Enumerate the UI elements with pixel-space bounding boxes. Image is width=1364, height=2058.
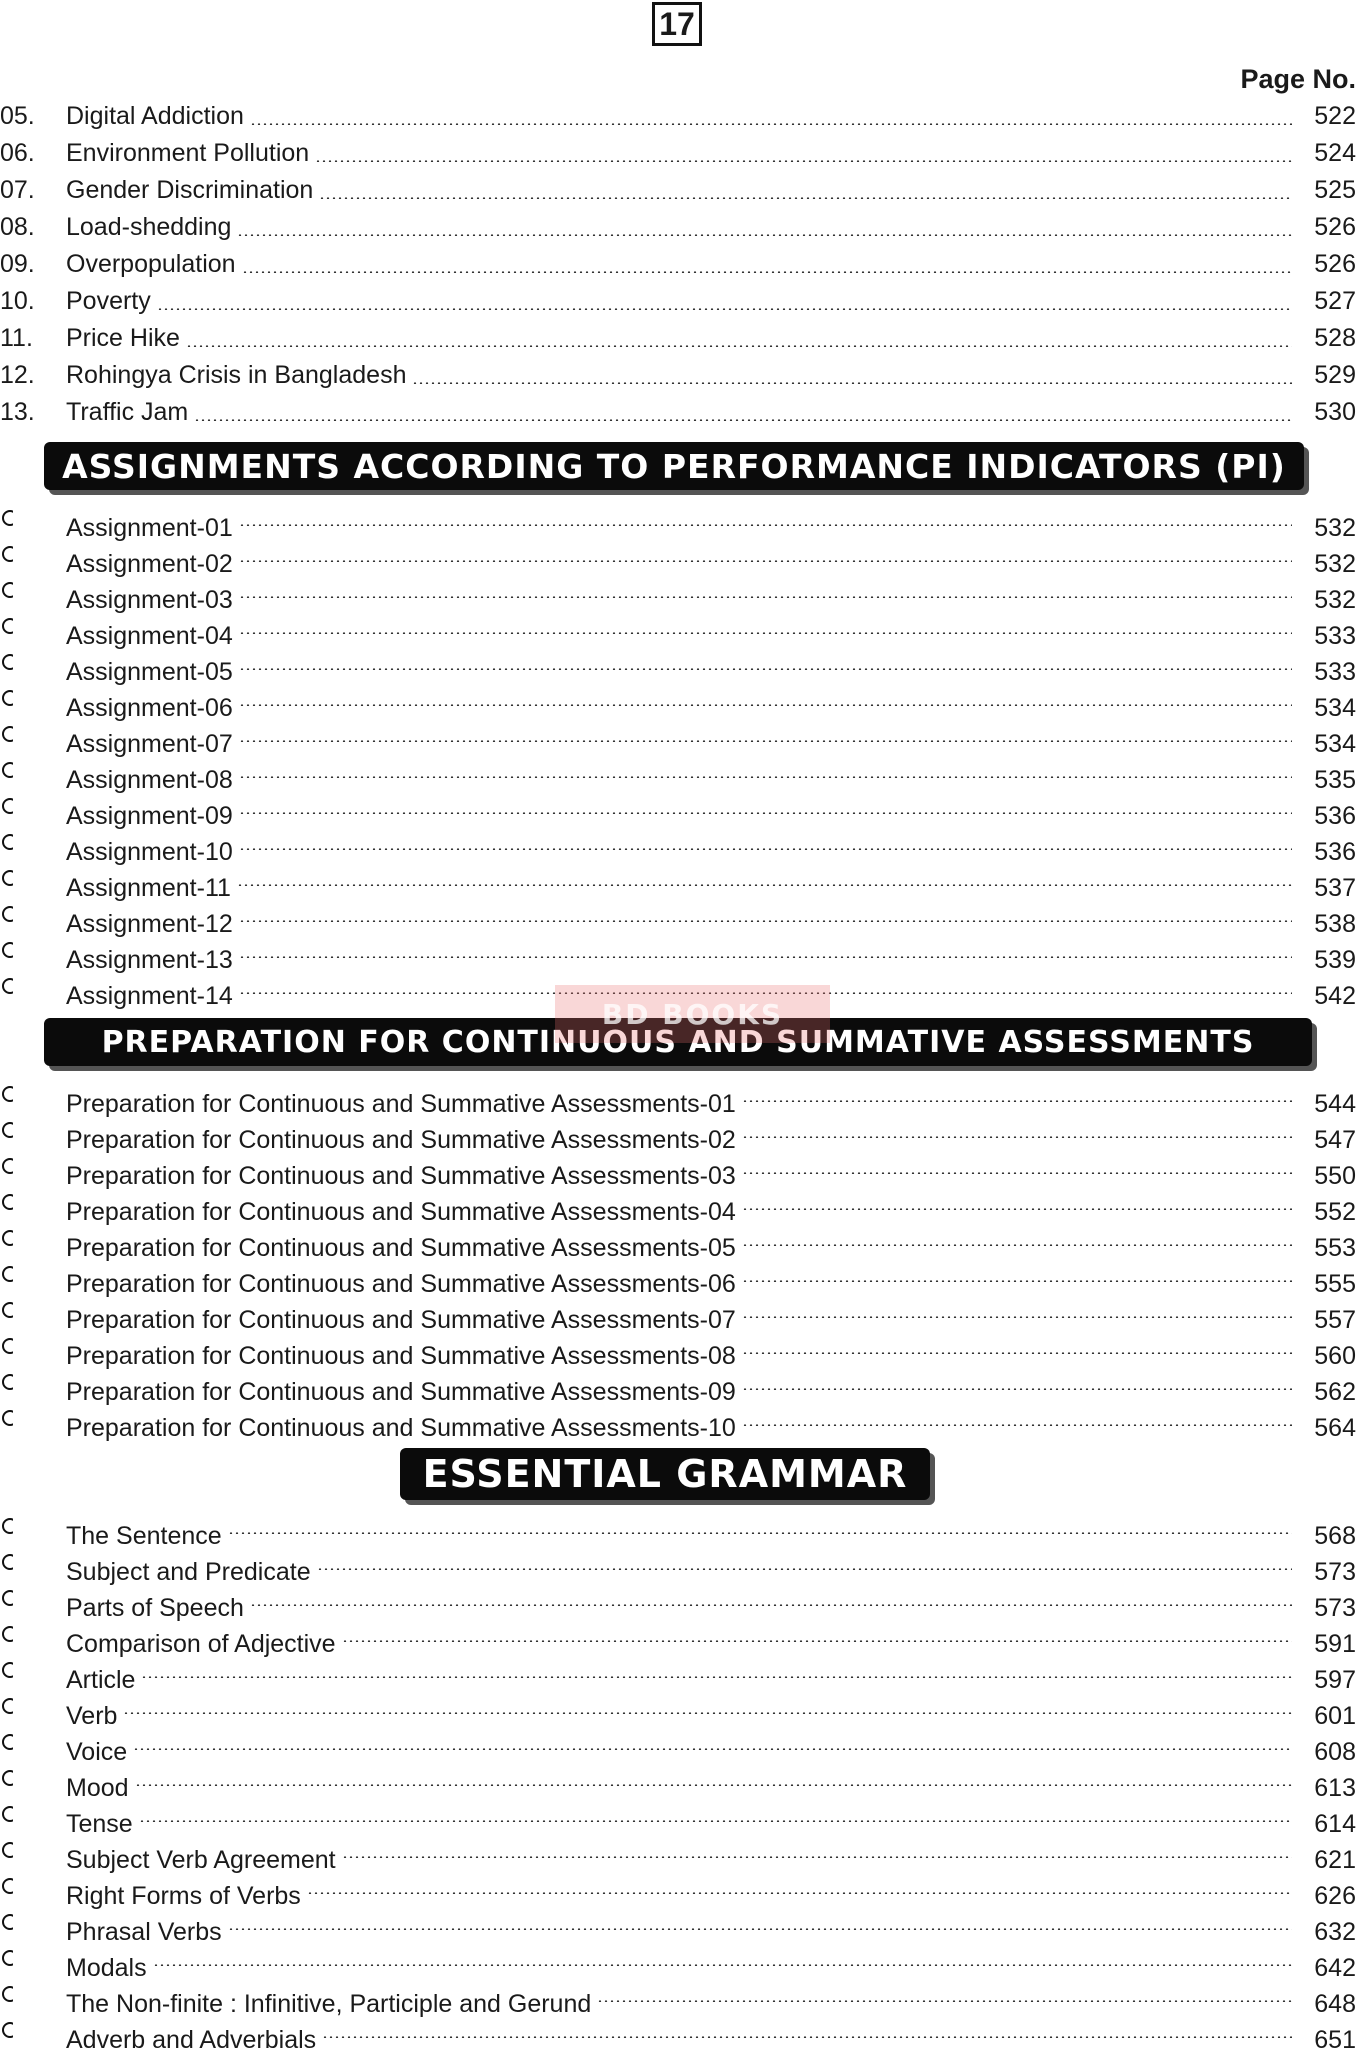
entry-page-number: 648 [1314,1990,1356,2018]
entry-page-number: 544 [1314,1090,1356,1118]
bullet-icon [0,932,66,968]
entry-page-number: 539 [1314,946,1356,974]
entry-title: Assignment-07 [66,730,233,758]
entry-page-number: 597 [1314,1666,1356,1694]
toc-entry[interactable] [0,1724,1364,1766]
entry-title: Verb [66,1702,118,1730]
dot-leader [157,308,1292,310]
entry-title: Right Forms of Verbs [66,1882,301,1910]
entry-number: 12. [0,361,35,389]
dot-leader [239,704,1292,706]
entry-page-number: 573 [1314,1558,1356,1586]
dot-leader [239,740,1292,742]
bullet-icon [0,1652,66,1688]
entry-title: Parts of Speech [66,1594,244,1622]
bullet-icon [0,680,66,716]
dot-leader [742,1136,1292,1138]
toc-entry[interactable] [0,172,1364,209]
toc-entry[interactable] [0,98,1364,135]
entry-page-number: 522 [1314,102,1356,130]
dot-leader [597,2000,1292,2002]
bullet-icon [0,1256,66,1292]
entry-page-number: 524 [1314,139,1356,167]
toc-entry[interactable] [0,135,1364,172]
entry-title: Assignment-13 [66,946,233,974]
dot-leader [123,1712,1292,1714]
entry-title: Modals [66,1954,147,1982]
entry-number: 06. [0,139,35,167]
entry-page-number: 614 [1314,1810,1356,1838]
bullet-icon [0,752,66,788]
entry-title: Poverty [66,287,151,315]
entry-page-number: 533 [1314,658,1356,686]
entry-page-number: 542 [1314,982,1356,1010]
dot-leader [250,1604,1292,1606]
dot-leader [315,160,1292,162]
dot-leader [239,956,1292,958]
entry-title: Digital Addiction [66,102,244,130]
dot-leader [239,668,1292,670]
dot-leader [317,1568,1292,1570]
entry-page-number: 532 [1314,514,1356,542]
entry-title: Assignment-10 [66,838,233,866]
entry-title: Tense [66,1810,133,1838]
dot-leader [239,596,1292,598]
entry-title: Assignment-11 [66,874,231,902]
entry-title: Subject and Predicate [66,1558,311,1586]
preparation-list [0,1076,1364,1442]
toc-entry[interactable] [0,500,1364,542]
entry-title: Traffic Jam [66,398,189,426]
entry-title: Preparation for Continuous and Summative Assessments-07 [66,1306,736,1334]
entry-page-number: 608 [1314,1738,1356,1766]
entry-page-number: 552 [1314,1198,1356,1226]
entry-page-number: 642 [1314,1954,1356,1982]
bullet-icon [0,644,66,680]
bullet-icon [0,1292,66,1328]
toc-entry[interactable] [0,246,1364,283]
entry-title: Environment Pollution [66,139,310,167]
entry-page-number: 538 [1314,910,1356,938]
entry-title: Assignment-03 [66,586,233,614]
dot-leader [742,1280,1292,1282]
toc-entry[interactable] [0,1508,1364,1550]
bullet-icon [0,1796,66,1832]
entry-page-number: 557 [1314,1306,1356,1334]
entry-page-number: 564 [1314,1414,1356,1442]
dot-leader [135,1784,1292,1786]
entry-number: 05. [0,102,35,130]
dot-leader [742,1208,1292,1210]
section-banner-preparation: PREPARATION FOR CONTINUOUS AND SUMMATIVE ASSESSMENTS [44,1018,1312,1066]
dot-leader [228,1928,1292,1930]
entry-page-number: 573 [1314,1594,1356,1622]
bullet-icon [0,1616,66,1652]
entry-title: Voice [66,1738,128,1766]
bullet-icon [0,1976,66,2012]
entry-title: Subject Verb Agreement [66,1846,336,1874]
entry-page-number: 537 [1314,874,1356,902]
entry-title: Overpopulation [66,250,236,278]
bullet-icon [0,536,66,572]
entry-title: The Sentence [66,1522,222,1550]
entry-title: The Non-finite : Infinitive, Participle and Gerund [66,1990,592,2018]
dot-leader [228,1532,1292,1534]
dot-leader [412,382,1292,384]
toc-entry[interactable] [0,394,1364,431]
dot-leader [153,1964,1292,1966]
bullet-icon [0,1580,66,1616]
dot-leader [239,524,1292,526]
dot-leader [239,632,1292,634]
entry-title: Mood [66,1774,129,1802]
toc-entry[interactable] [0,1832,1364,1874]
page-number: 17 [652,2,702,46]
bullet-icon [0,500,66,536]
dot-leader [242,271,1292,273]
entry-page-number: 555 [1314,1270,1356,1298]
dot-leader [342,1640,1292,1642]
toc-entry[interactable] [0,1760,1364,1802]
entry-number: 07. [0,176,35,204]
bullet-icon [0,860,66,896]
dot-leader [237,234,1292,236]
entry-title: Preparation for Continuous and Summative Assessments-05 [66,1234,736,1262]
dot-leader [742,1388,1292,1390]
entry-number: 11. [0,324,33,352]
entry-page-number: 626 [1314,1882,1356,1910]
entry-page-number: 530 [1314,398,1356,426]
bullet-icon [0,572,66,608]
bullet-icon [0,716,66,752]
entry-title: Preparation for Continuous and Summative Assessments-08 [66,1342,736,1370]
dot-leader [742,1316,1292,1318]
entry-page-number: 534 [1314,694,1356,722]
entry-page-number: 532 [1314,550,1356,578]
dot-leader [239,992,1292,994]
dot-leader [742,1172,1292,1174]
entry-title: Assignment-14 [66,982,233,1010]
entry-title: Gender Discrimination [66,176,314,204]
dot-leader [239,812,1292,814]
entry-page-number: 562 [1314,1378,1356,1406]
entry-title: Preparation for Continuous and Summative Assessments-06 [66,1270,736,1298]
dot-leader [342,1856,1292,1858]
entry-title: Adverb and Adverbials [66,2026,317,2054]
entry-page-number: 535 [1314,766,1356,794]
dot-leader [239,560,1292,562]
paragraph-list [0,98,1364,431]
bullet-icon [0,1364,66,1400]
bullet-icon [0,1148,66,1184]
dot-leader [186,345,1292,347]
dot-leader [250,123,1292,125]
bullet-icon [0,1544,66,1580]
bullet-icon [0,1076,66,1112]
dot-leader [742,1244,1292,1246]
bullet-icon [0,1328,66,1364]
bullet-icon [0,1400,66,1436]
entry-page-number: 528 [1314,324,1356,352]
dot-leader [239,848,1292,850]
dot-leader [239,920,1292,922]
bullet-icon [0,608,66,644]
bullet-icon [0,1112,66,1148]
toc-entry[interactable] [0,283,1364,320]
dot-leader [742,1424,1292,1426]
toc-entry[interactable] [0,1796,1364,1838]
entry-title: Price Hike [66,324,180,352]
entry-page-number: 560 [1314,1342,1356,1370]
toc-entry[interactable] [0,357,1364,394]
dot-leader [237,884,1292,886]
bullet-icon [0,1868,66,1904]
entry-page-number: 525 [1314,176,1356,204]
entry-title: Preparation for Continuous and Summative Assessments-04 [66,1198,736,1226]
entry-title: Article [66,1666,136,1694]
bullet-icon [0,1508,66,1544]
entry-title: Preparation for Continuous and Summative Assessments-03 [66,1162,736,1190]
bullet-icon [0,1688,66,1724]
entry-title: Assignment-01 [66,514,233,542]
entry-title: Preparation for Continuous and Summative Assessments-01 [66,1090,736,1118]
entry-title: Rohingya Crisis in Bangladesh [66,361,407,389]
dot-leader [742,1352,1292,1354]
entry-number: 09. [0,250,35,278]
bullet-icon [0,1184,66,1220]
entry-number: 10. [0,287,35,315]
bullet-icon [0,896,66,932]
toc-entry[interactable] [0,1688,1364,1730]
watermark-logo: BD BOOKS [555,985,830,1043]
dot-leader [141,1676,1292,1678]
entry-page-number: 526 [1314,213,1356,241]
bullet-icon [0,1832,66,1868]
dot-leader [307,1892,1292,1894]
section-banner-grammar: ESSENTIAL GRAMMAR [400,1448,930,1500]
entry-title: Assignment-02 [66,550,233,578]
entry-title: Assignment-04 [66,622,233,650]
entry-page-number: 526 [1314,250,1356,278]
entry-title: Load-shedding [66,213,232,241]
entry-title: Assignment-05 [66,658,233,686]
toc-entry[interactable] [0,209,1364,246]
entry-page-number: 632 [1314,1918,1356,1946]
entry-title: Assignment-12 [66,910,233,938]
entry-title: Preparation for Continuous and Summative Assessments-02 [66,1126,736,1154]
bullet-icon [0,788,66,824]
entry-title: Preparation for Continuous and Summative Assessments-10 [66,1414,736,1442]
entry-page-number: 601 [1314,1702,1356,1730]
entry-page-number: 613 [1314,1774,1356,1802]
entry-title: Assignment-06 [66,694,233,722]
dot-leader [322,2036,1292,2038]
entry-page-number: 547 [1314,1126,1356,1154]
dot-leader [742,1100,1292,1102]
dot-leader [139,1820,1292,1822]
toc-entry[interactable] [0,1976,1364,2018]
entry-title: Phrasal Verbs [66,1918,222,1946]
entry-page-number: 550 [1314,1162,1356,1190]
page-no-column-header: Page No. [1240,64,1356,94]
dot-leader [239,776,1292,778]
entry-number: 08. [0,213,35,241]
entry-page-number: 553 [1314,1234,1356,1262]
bullet-icon [0,2012,66,2048]
dot-leader [194,419,1292,421]
entry-number: 13. [0,398,35,426]
bullet-icon [0,1940,66,1976]
bullet-icon [0,968,66,1004]
entry-page-number: 527 [1314,287,1356,315]
entry-page-number: 621 [1314,1846,1356,1874]
entry-page-number: 536 [1314,838,1356,866]
entry-page-number: 591 [1314,1630,1356,1658]
entry-title: Preparation for Continuous and Summative Assessments-09 [66,1378,736,1406]
entry-page-number: 534 [1314,730,1356,758]
bullet-icon [0,1760,66,1796]
entry-title: Assignment-09 [66,802,233,830]
dot-leader [133,1748,1292,1750]
dot-leader [319,197,1292,199]
toc-entry[interactable] [0,320,1364,357]
assignment-list [0,500,1364,1010]
entry-page-number: 533 [1314,622,1356,650]
entry-page-number: 529 [1314,361,1356,389]
entry-page-number: 536 [1314,802,1356,830]
entry-title: Comparison of Adjective [66,1630,336,1658]
bullet-icon [0,1904,66,1940]
grammar-list [0,1508,1364,2054]
entry-page-number: 532 [1314,586,1356,614]
entry-page-number: 651 [1314,2026,1356,2054]
bullet-icon [0,1724,66,1760]
bullet-icon [0,1220,66,1256]
toc-entry[interactable] [0,1076,1364,1118]
entry-page-number: 568 [1314,1522,1356,1550]
section-banner-assignments: ASSIGNMENTS ACCORDING TO PERFORMANCE INDICATORS (PI) [44,442,1304,490]
bullet-icon [0,824,66,860]
entry-title: Assignment-08 [66,766,233,794]
